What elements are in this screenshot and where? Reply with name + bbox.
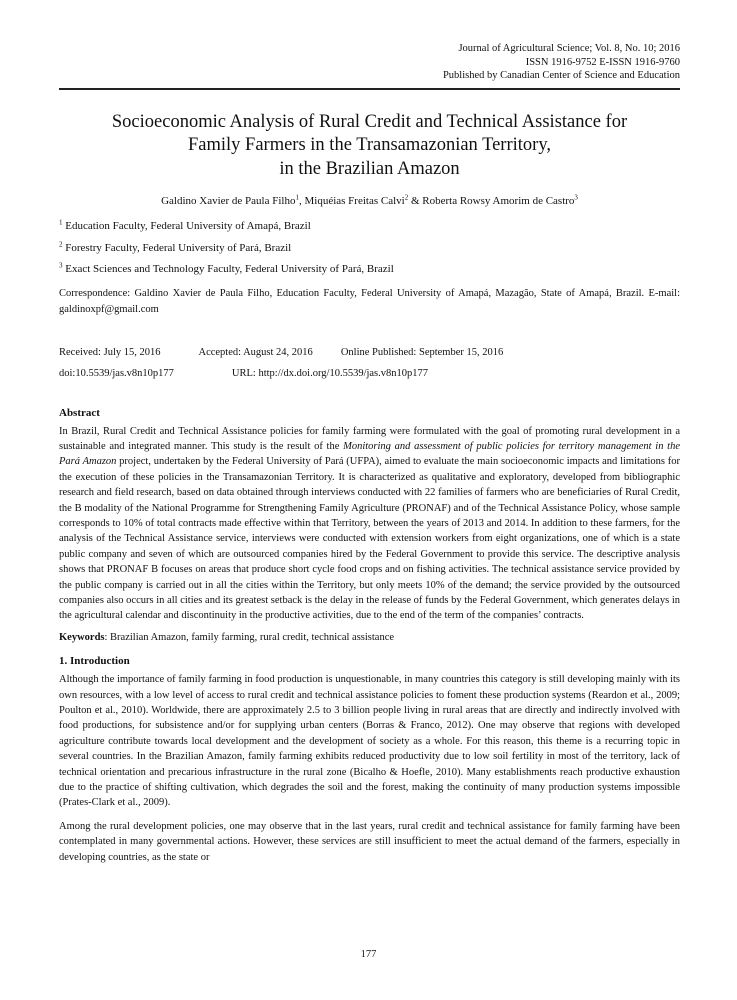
dates-row <box>59 342 680 364</box>
doi-text: doi:10.5539/jas.v8n10p177 <box>59 368 174 379</box>
title-line-3: in the Brazilian Amazon <box>279 158 460 179</box>
received-date: Received: July 15, 2016 <box>59 346 161 358</box>
affiliation-superscript-1: 1 <box>59 218 63 227</box>
author-name-2: Miquéias Freitas Calvi <box>304 195 405 207</box>
affiliation-superscript-2: 2 <box>59 239 63 248</box>
doi-row <box>59 363 680 385</box>
page-content <box>59 0 680 865</box>
introduction-heading: 1. Introduction <box>59 655 130 668</box>
abstract-paragraph <box>59 424 680 624</box>
title-line-2: Family Farmers in the Transamazonian Territory, <box>188 135 551 155</box>
introduction-paragraph-2: Among the rural development policies, one may observe that in the last years, rural credit and technical assistance for family farming have been contemplated in many governmental actions. However, these services are still insufficient to meet the actual demand of the farmers, especially in developing countries, as the state or <box>59 820 680 863</box>
accepted-date: Accepted: August 24, 2016 <box>198 346 313 358</box>
affiliation-line-1 <box>59 216 680 238</box>
affiliation-text-1: Education Faculty, Federal University of Amapá, Brazil <box>62 220 311 232</box>
affiliation-text-3: Exact Sciences and Technology Faculty, Federal University of Pará, Brazil <box>62 263 394 275</box>
correspondence-paragraph: Correspondence: Galdino Xavier de Paula Filho, Education Faculty, Federal University of Amapá, Mazagão, State of Amapá, Brazil. E-mail: galdinoxpf@gmail.com <box>59 287 680 315</box>
affiliation-text-2: Forestry Faculty, Federal University of Pará, Brazil <box>62 241 292 254</box>
abstract-italic-segment: Monitoring and assessment of public policies for territory management in the Pará Amazon <box>59 440 680 468</box>
author-superscript-3: 3 <box>574 193 578 202</box>
paper-title <box>59 111 680 182</box>
author-superscript-2: 2 <box>404 193 409 202</box>
affiliations-block <box>59 216 680 281</box>
keywords-text: : Brazilian Amazon, family farming, rural credit, technical assistance <box>104 631 395 643</box>
abstract-heading: Abstract <box>59 406 100 419</box>
url-text: URL: http://dx.doi.org/10.5539/jas.v8n10p177 <box>231 368 429 379</box>
publisher-line: Published by Canadian Center of Science and Education <box>442 70 680 81</box>
abstract-segment-2: project, undertaken by the Federal University of Pará (UFPA), aimed to evaluate the main socioeconomic impacts and limitations for the execution of these policies in the Transamazonian Territory. It is characterized as qualitative and exploratory, developed from bibliographic research and field research, based on data obtained through interviews conducted with 22 families of farmers who are beneficiaries of Rural Credit, the B modality of the National Programme for Strengthening Family Agriculture (PRONAF) and of the Technical Assistance Policy, whose sample corresponds to 10% of total contracts made effective within that Territory, between the years of 2013 and 2014. In addition to these farmers, for the analysis of the Technical Assistance service, interviews were conducted with extension workers from eight organizations, one of which is a state public company and seven of which are outsourced companies hired by the Federal Government to provide this service. The descriptive analysis shows that PRONAF B focuses on areas that produce short cycle food crops and on fishing activities. The technical assistance service provided by the public company is carried out in all the cities within the Territory, but only meets 10% of the demand; the service provided by the outsourced companies also occurs in all cities and its greatest setback is the delay in the release of funds by the Federal Government, which generates delays in the agricultural calendar and discontinuity in the productive activities, due to the end of the term of the companies’ contracts. <box>59 456 680 622</box>
abstract-segment-1: In Brazil, Rural Credit and Technical Assistance policies for family farming were formulated with the goal of promoting rural development in a sustainable and integrated manner. This study is the result of the <box>59 425 680 452</box>
affiliation-superscript-3: 3 <box>59 261 63 270</box>
author-name-3: Roberta Rowsy Amorim de Castro <box>422 195 575 207</box>
issn-line: ISSN 1916-9752 E-ISSN 1916-9760 <box>525 56 680 68</box>
dates-block <box>59 342 680 385</box>
header-divider <box>59 88 680 90</box>
author-separator-2: & <box>408 195 423 207</box>
author-name-1: Galdino Xavier de Paula Filho <box>161 195 296 207</box>
keywords-line <box>59 630 680 645</box>
affiliation-line-3 <box>59 259 680 281</box>
keywords-label: Keywords <box>59 631 105 643</box>
author-separator-1: , <box>298 195 305 207</box>
online-published-date: Online Published: September 15, 2016 <box>340 346 504 358</box>
introduction-paragraph-1: Although the importance of family farming in food production is unquestionable, in many countries this category is still developing mainly with its own resources, with a low level of access to rural credit and technical assistance policies to foment these production systems (Reardon et al., 2009; Poulton et al., 2010). Worldwide, there are approximately 2.5 to 3 billion people living in rural areas that are directly and indirectly involved with food productions, for subsistence and/or for supplying urban centers (Borras & Franco, 2012). One may observe that regions with developed agriculture contribute towards local development and the development of society as a whole. For this reason, this theme is a recurring topic in several countries. In the Brazilian Amazon, family farming exhibits reduced productivity due to low soil fertility in most of the territory, lack of technical orientation and precarious infrastructure in the rural zone (Bicalho & Hoefle, 2010). Many establishments reach productive exhaustion due to the practice of shifting cultivation, which degrades the soil and the forest, making the continuity of many production systems impossible (Prates-Clark et al., 2009). <box>59 674 680 809</box>
journal-header <box>59 0 680 83</box>
authors-line <box>59 195 680 207</box>
journal-name-line: Journal of Agricultural Science; Vol. 8, No. 10; 2016 <box>458 43 680 54</box>
author-superscript-1: 1 <box>295 193 299 202</box>
affiliation-line-2 <box>59 238 680 260</box>
title-line-1: Socioeconomic Analysis of Rural Credit and Technical Assistance for <box>111 111 628 132</box>
page-number: 177 <box>360 949 377 960</box>
